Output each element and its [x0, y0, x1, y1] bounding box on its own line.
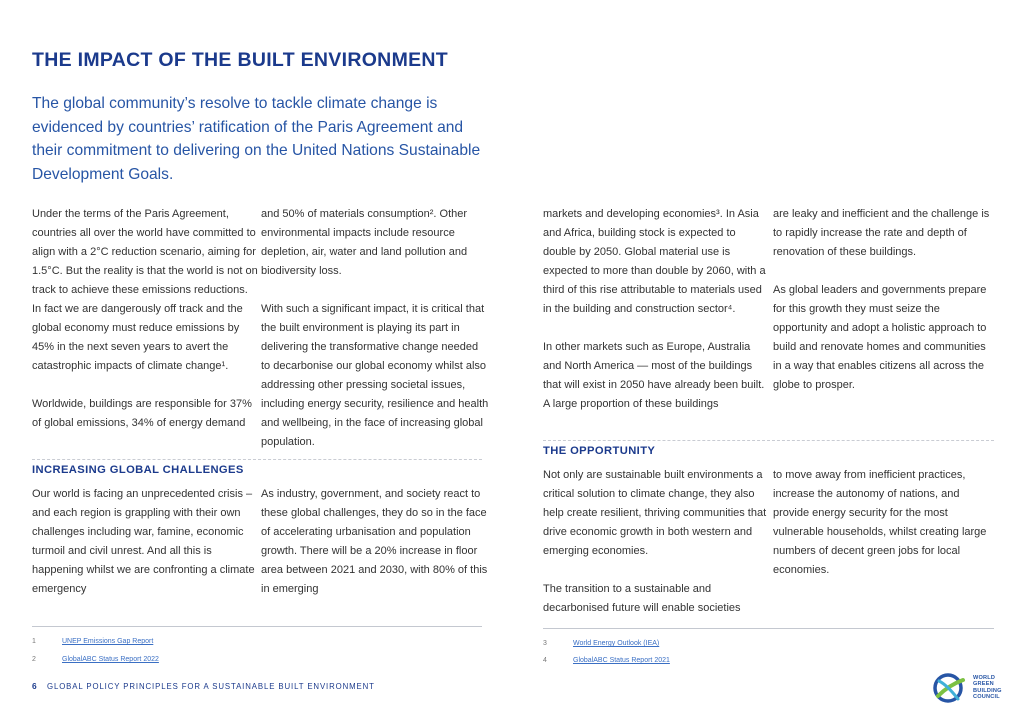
paragraph-buildings-emissions: Worldwide, buildings are responsible for 37% of global emissions, 34% of energy demand: [32, 398, 252, 429]
footnote-link-globalabc-2022[interactable]: GlobalABC Status Report 2022: [62, 656, 159, 663]
section-divider: [32, 459, 482, 460]
wgbc-logo-icon: [930, 670, 970, 706]
wgbc-logo-text: WORLD GREEN BUILDING COUNCIL: [973, 675, 1002, 701]
opportunity-column-2: [773, 466, 997, 580]
footnote-link-globalabc-2021[interactable]: GlobalABC Status Report 2021: [573, 657, 670, 664]
paragraph-developing-economies: markets and developing economies³. In Asia and Africa, building stock is expected to double by 2050. Global material use is expected to more than double by 2060, with a third of this rise attributable to materials used in the building and construction sector⁴.: [543, 208, 766, 315]
publication-title: GLOBAL POLICY PRINCIPLES FOR A SUSTAINABLE BUILT ENVIRONMENT: [47, 682, 375, 691]
paragraph-paris-agreement: Under the terms of the Paris Agreement, countries all over the world have committed to align with a 2°C reduction scenario, aiming for 1.5°C. But the reality is that the world is not on track to achieve these emissions reductions. In fact we are dangerously off track and the global economy must reduce emissions by 45% in the next seven years to avert the catastrophic impacts of climate change¹.: [32, 208, 258, 372]
intro-paragraph: The global community’s resolve to tackle climate change is evidenced by countries’ ratification of the Paris Agreement and their commitment to delivering on the United Nations Sustainable Development Goals.: [32, 95, 481, 183]
section-divider: [543, 440, 994, 441]
footnote-rule: [543, 628, 994, 629]
footnote-rule: [32, 626, 482, 627]
paragraph-leaky-buildings: are leaky and inefficient and the challenge is to rapidly increase the rate and depth of renovation of these buildings.: [773, 208, 990, 258]
body-column-2: [261, 205, 489, 452]
opportunity-column-1: [543, 466, 771, 618]
section-heading-opportunity: THE OPPORTUNITY: [543, 445, 656, 457]
footnote-number: 4: [543, 657, 547, 664]
paragraph-green-jobs: to move away from inefficient practices, increase the autonomy of nations, and provide energy security for the most vulnerable households, whilst creating large numbers of decent green jobs for local economies.: [773, 469, 987, 576]
paragraph-other-markets: In other markets such as Europe, Australia and North America — most of the buildings that will exist in 2050 have already been built. A large proportion of these buildings: [543, 341, 765, 410]
paragraph-sustainable-solution: Not only are sustainable built environments a critical solution to climate change, they also help create resilient, thriving communities that drive economic growth in both western and emerging economies.: [543, 469, 767, 557]
paragraph-global-leaders: As global leaders and governments prepare for this growth they must seize the opportunity and adopt a holistic approach to build and renovate homes and communities in a way that enables citizens all across the globe to prosper.: [773, 284, 987, 391]
body-column-3: [543, 205, 771, 414]
footnote-link-iea[interactable]: World Energy Outlook (IEA): [573, 640, 660, 647]
section-heading-challenges: INCREASING GLOBAL CHALLENGES: [32, 464, 244, 476]
footnote-number: 2: [32, 656, 36, 663]
paragraph-urbanisation: As industry, government, and society react to these global challenges, they do so in the face of accelerating urbanisation and population growth. There will be a 20% increase in floor area between 2021 and 2030, with 80% of this in emerging: [261, 488, 488, 595]
paragraph-materials-consumption: and 50% of materials consumption². Other environmental impacts include resource depletion, air, water and land pollution and biodiversity loss.: [261, 208, 468, 277]
challenges-column-1: [32, 485, 260, 599]
paragraph-transition: The transition to a sustainable and decarbonised future will enable societies: [543, 583, 741, 614]
footnote-number: 1: [32, 638, 36, 645]
page-number: 6: [32, 681, 37, 691]
paragraph-significant-impact: With such a significant impact, it is critical that the built environment is playing its part in delivering the transformative change needed to decarbonise our global economy whilst also addressing other pressing societal issues, including energy security, resilience and health and wellbeing, in the face of increasing global population.: [261, 303, 489, 448]
footnote-link-unep[interactable]: UNEP Emissions Gap Report: [62, 638, 154, 645]
footnote-number: 3: [543, 640, 547, 647]
page-title: THE IMPACT OF THE BUILT ENVIRONMENT: [32, 49, 449, 71]
paragraph-unprecedented-crisis: Our world is facing an unprecedented crisis – and each region is grappling with their own challenges including war, famine, economic turmoil and civil unrest. And all this is happening whilst we are confronting a climate emergency: [32, 488, 255, 595]
challenges-column-2: [261, 485, 489, 599]
body-column-1: [32, 205, 260, 433]
body-column-4: [773, 205, 997, 395]
